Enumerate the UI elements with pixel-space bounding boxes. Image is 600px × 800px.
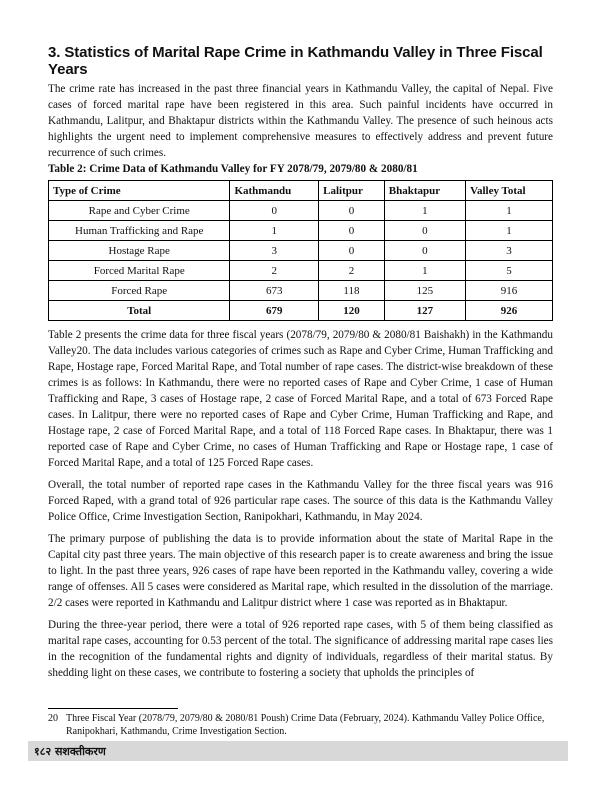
- table-cell: 3: [466, 241, 553, 261]
- table-cell: 916: [466, 281, 553, 301]
- crime-data-table: [48, 180, 553, 321]
- table-cell: Rape and Cyber Crime: [49, 201, 230, 221]
- body-paragraph: During the three-year period, there were a total of 926 reported rape cases, with 5 of them being classified as marital rape cases, accounting for 0.53 percent of the total. The significance of addressing marital rape cases lies in the recognition of the fundamental rights and dignity of individuals, regardless of their marital status. By shedding light on these cases, we contribute to fostering a society that upholds the principles of: [48, 619, 553, 679]
- column-header-valley-total: Valley Total: [466, 181, 553, 201]
- table-cell: 2: [319, 261, 385, 281]
- body-paragraph: The primary purpose of publishing the data is to provide information about the state of Marital Rape in the Capital city past three years. The main objective of this research paper is to create awareness and bring the issue to light. In the past three years, 926 cases of rape have been reported in the Kathmandu valley, covering a wide range of offenses. All 5 cases were considered as Marital rape, which resulted in the dissolution of the marriage. 2/2 cases were reported in Kathmandu and Lalitpur district where 1 case was reported as in Bhaktapur.: [48, 533, 553, 609]
- page-footer: [28, 741, 568, 761]
- table-row: [49, 281, 553, 301]
- table-cell: 125: [384, 281, 465, 301]
- table-row: [49, 201, 553, 221]
- table-header-row: [49, 181, 553, 201]
- table-cell: 0: [319, 221, 385, 241]
- table-cell: 0: [319, 241, 385, 261]
- page-footer-label: १८२ सशक्तीकरण: [34, 745, 106, 758]
- table-cell: 926: [466, 301, 553, 321]
- column-header-lalitpur: Lalitpur: [319, 181, 385, 201]
- table-cell: 1: [466, 201, 553, 221]
- section-title: 3. Statistics of Marital Rape Crime in Kathmandu Valley in Three Fiscal Years: [48, 44, 543, 78]
- column-header-bhaktapur: Bhaktapur: [384, 181, 465, 201]
- table-cell: Forced Marital Rape: [49, 261, 230, 281]
- table-row: [49, 221, 553, 241]
- table-cell: 3: [230, 241, 319, 261]
- table-cell: 0: [384, 221, 465, 241]
- table-row: [49, 261, 553, 281]
- footnote-divider: [48, 708, 178, 709]
- table-caption: Table 2: Crime Data of Kathmandu Valley for FY 2078/79, 2079/80 & 2080/81: [48, 163, 418, 175]
- table-cell: 120: [319, 301, 385, 321]
- table-cell: 679: [230, 301, 319, 321]
- table-cell: 0: [384, 241, 465, 261]
- table-cell: 1: [384, 261, 465, 281]
- table-cell: 2: [230, 261, 319, 281]
- column-header-type: Type of Crime: [49, 181, 230, 201]
- table-cell: 5: [466, 261, 553, 281]
- intro-paragraph: The crime rate has increased in the past three financial years in Kathmandu Valley, the capital of Nepal. Five cases of forced marital rape have been registered in this area. Such painful incidents have occurred in Kathmandu, Lalitpur, and Bhaktapur districts within the Kathmandu Valley. The presence of such heinous acts highlights the urgent need to implement comprehensive measures to effectively address and prevent future recurrence of such crimes.: [48, 83, 553, 159]
- table-cell: Forced Rape: [49, 281, 230, 301]
- table-cell: 1: [384, 201, 465, 221]
- table-total-row: [49, 301, 553, 321]
- table-cell: 127: [384, 301, 465, 321]
- table-cell: 0: [230, 201, 319, 221]
- table-cell: Total: [49, 301, 230, 321]
- table-cell: 1: [230, 221, 319, 241]
- footnote: [48, 712, 553, 738]
- table-cell: Human Trafficking and Rape: [49, 221, 230, 241]
- footnote-number: 20: [48, 713, 58, 724]
- body-paragraph: Overall, the total number of reported rape cases in the Kathmandu Valley for the three fiscal years was 916 Forced Raped, with a grand total of 926 particular rape cases. The source of this data is the Kathmandu Valley Police Office, Crime Investigation Section, Ranipokhari, Kathmandu, in May 2024.: [48, 479, 553, 523]
- table-cell: 673: [230, 281, 319, 301]
- footnote-text: Three Fiscal Year (2078/79, 2079/80 & 2080/81 Poush) Crime Data (February, 2024). Kathmandu Valley Police Office, Ranipokhari, Kathmandu, Crime Investigation Section.: [66, 713, 545, 737]
- table-row: [49, 241, 553, 261]
- table-cell: 118: [319, 281, 385, 301]
- table-cell: Hostage Rape: [49, 241, 230, 261]
- column-header-kathmandu: Kathmandu: [230, 181, 319, 201]
- page-content: [48, 44, 553, 681]
- table-cell: 0: [319, 201, 385, 221]
- table-cell: 1: [466, 221, 553, 241]
- body-paragraph: Table 2 presents the crime data for three fiscal years (2078/79, 2079/80 & 2080/81 Baishakh) in the Kathmandu Valley20. The data includes various categories of crimes such as Rape and Cyber Crime, Human Trafficking and Rape, Hostage rape, Forced Marital Rape, and Total number of rape cases. The district-wise breakdown of these crimes is as follows: In Kathmandu, there were no reported cases of Rape and Cyber Crime, 1 case of Human Trafficking and Rape, 3 cases of Hostage rape, 2 case of Forced Marital Rape, and a total of 673 Forced Rape cases. In Lalitpur, there were no reported cases of Rape and Cyber Crime, Human Trafficking and Rape, and Hostage rape, 2 case of Forced Marital Rape, and a total of 118 Forced Rape cases. In Bhaktapur, there was 1 reported case of Rape and Cyber Crime, no cases of Human Trafficking and Rape or Hostage rape, 1 case of Forced Marital Rape, and a total of 125 Forced Rape cases.: [48, 329, 553, 469]
